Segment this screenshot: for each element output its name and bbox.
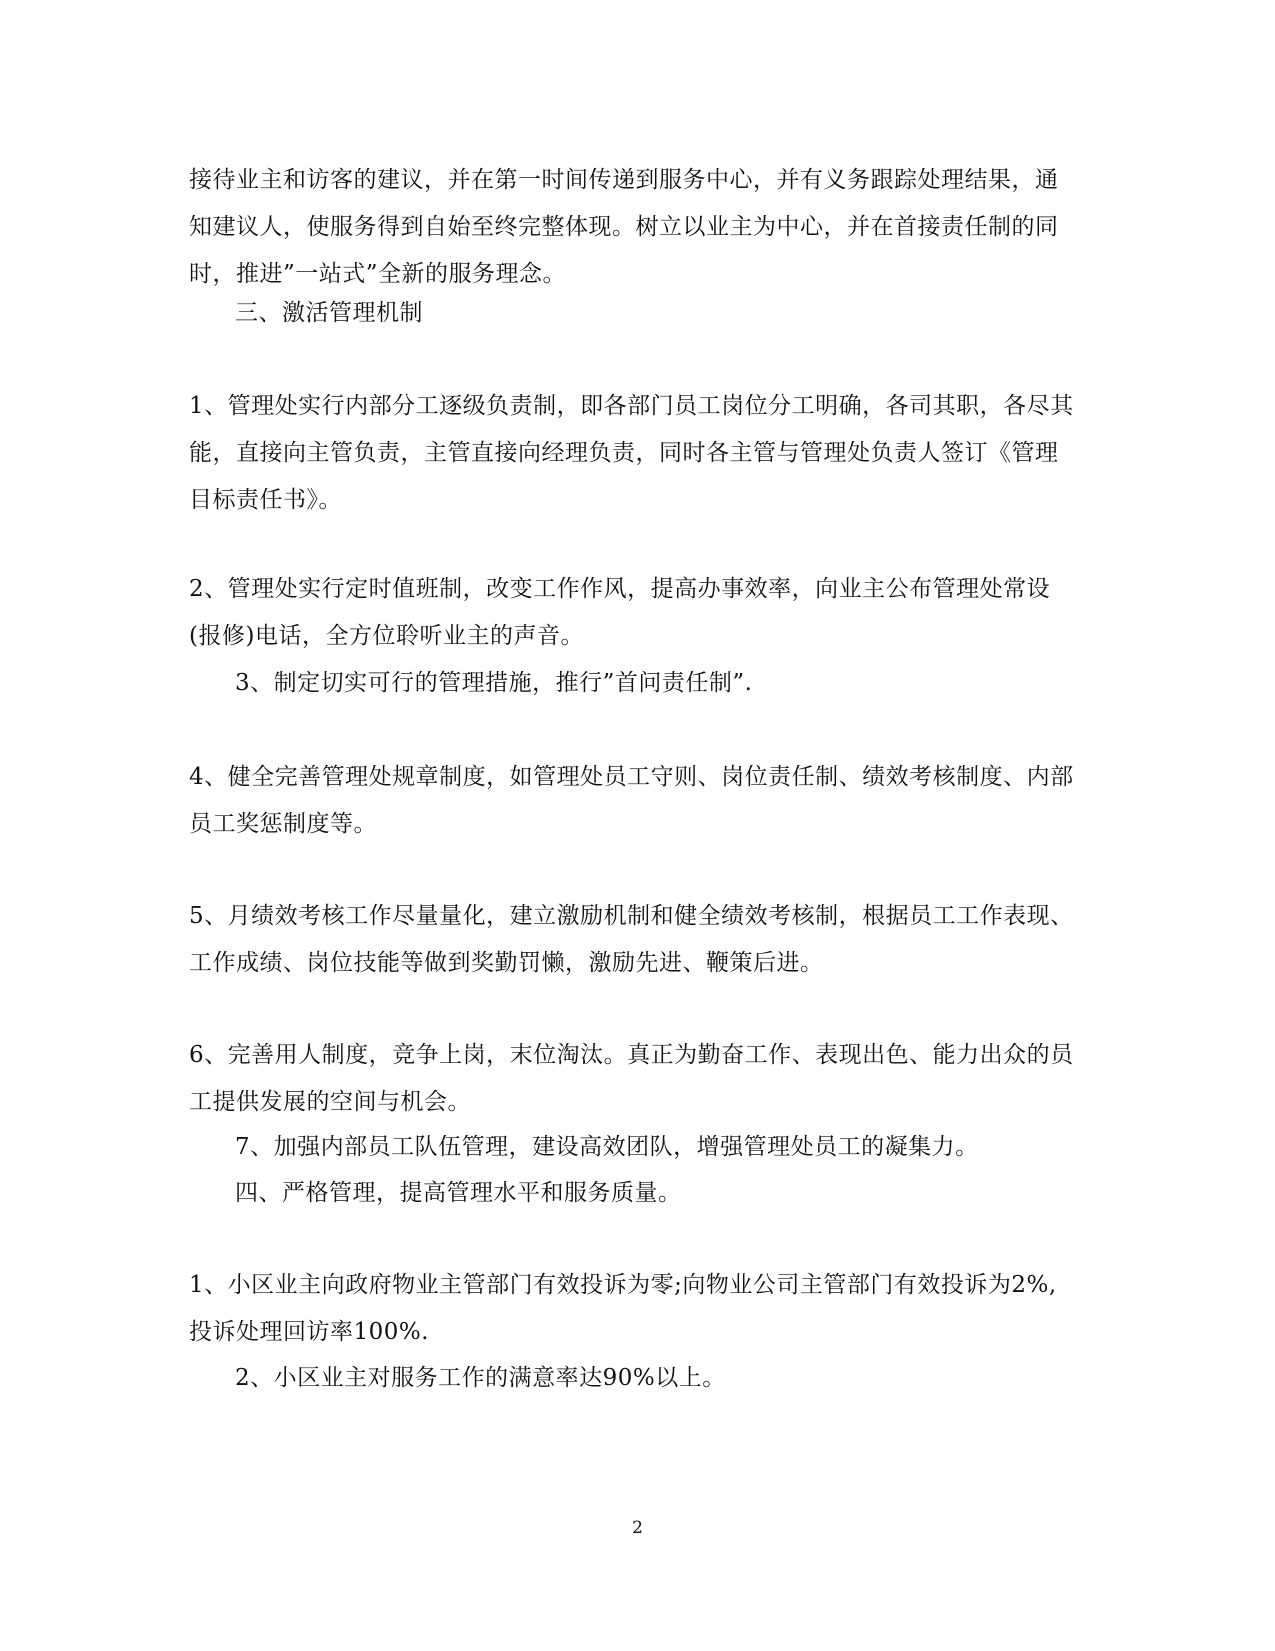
paragraph-complaints: 1、小区业主向政府物业主管部门有效投诉为零;向物业公司主管部门有效投诉为2%,投诉处理回访率100%. xyxy=(189,1272,1057,1345)
paragraph-item-5-performance: 5、月绩效考核工作尽量量化，建立激励机制和健全绩效考核制，根据员工工作表现、工作成绩、岗位技能等做到奖勤罚懒，激励先进、鞭策后进。 xyxy=(189,903,1074,976)
paragraph-item-6-employment: 6、完善用人制度，竞争上岗，末位淘汰。真正为勤奋工作、表现出色、能力出众的员工提供发展的空间与机会。 xyxy=(189,1042,1074,1115)
paragraph-item-1-responsibility: 1、管理处实行内部分工逐级负责制，即各部门员工岗位分工明确，各司其职，各尽其能，直接向主管负责，主管直接向经理负责，同时各主管与管理处负责人签订《管理目标责任书》。 xyxy=(189,393,1074,513)
heading-section-four: 四、严格管理，提高管理水平和服务质量。 xyxy=(235,1180,682,1206)
paragraph-item-3-first-inquiry: 3、制定切实可行的管理措施，推行”首问责任制”. xyxy=(235,670,753,696)
heading-section-three: 三、激活管理机制 xyxy=(235,300,423,326)
page-number: 2 xyxy=(632,1518,643,1538)
paragraph-service-center: 接待业主和访客的建议，并在第一时间传递到服务中心，并有义务跟踪处理结果，通知建议人，使服务得到自始至终完整体现。树立以业主为中心，并在首接责任制的同时，推进”一站式”全新的服务理念。 xyxy=(189,167,1059,287)
paragraph-item-7-team: 7、加强内部员工队伍管理，建设高效团队，增强管理处员工的凝集力。 xyxy=(235,1134,979,1160)
paragraph-item-4-regulations: 4、健全完善管理处规章制度，如管理处员工守则、岗位责任制、绩效考核制度、内部员工奖惩制度等。 xyxy=(189,764,1074,837)
paragraph-item-2-duty-system: 2、管理处实行定时值班制，改变工作作风，提高办事效率，向业主公布管理处常设(报修)电话，全方位聆听业主的声音。 xyxy=(189,576,1051,649)
paragraph-satisfaction: 2、小区业主对服务工作的满意率达90%以上。 xyxy=(235,1365,726,1391)
